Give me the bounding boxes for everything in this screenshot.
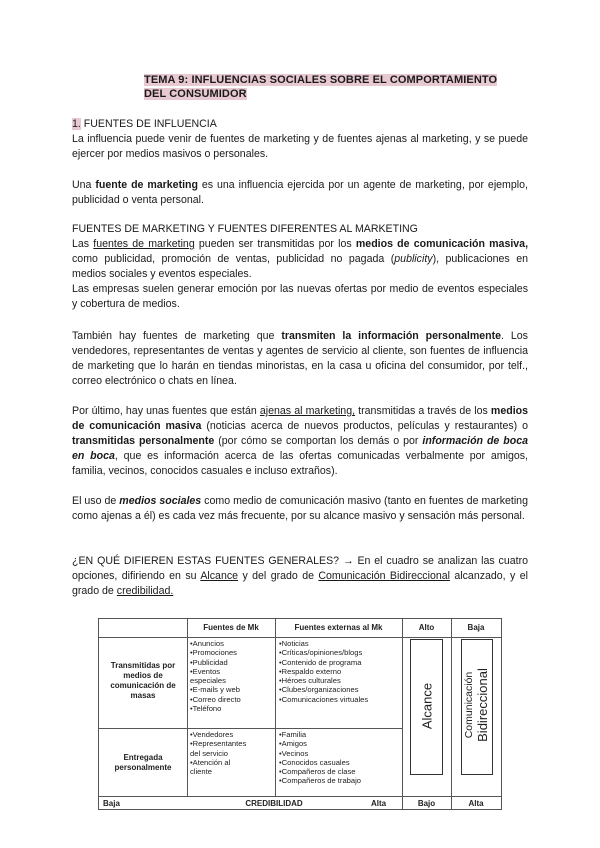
table-divider [99,796,501,797]
header-fuentes-externas: Fuentes externas al Mk [294,623,383,632]
text: como publicidad, promoción de ventas, publicidad no pagada ( [72,253,395,265]
list-item: •Clubes/organizaciones [279,685,359,695]
paragraph-6 [72,494,528,524]
list-item: •Vendedores [190,730,234,739]
header-alto: Alto [418,623,435,632]
bold-term: transmiten la información personalmente [281,330,502,342]
list-item: •Amigos [279,739,307,749]
list-item: especiales [190,676,226,686]
bolditalic-term: medios sociales [119,495,202,507]
list-item: •Compañeros de clase [279,767,356,777]
list-item: •Contenido de programa [279,657,362,667]
alcance-scale [410,639,443,775]
sources-table [98,618,502,810]
footer-alta: Alta [371,799,387,808]
list-item: •Respaldo externo [279,666,342,676]
text: Las [72,238,94,250]
list-item: del servicio [190,748,228,758]
text: Una [72,179,96,191]
row-label-personal: Entregada personalmente [114,753,172,772]
table-divider [451,619,452,809]
footer-alta-2: Alta [468,799,484,808]
header-fuentes-mk: Fuentes de Mk [203,623,259,632]
list-item: •Conocidos casuales [279,757,350,767]
italic-term: publicity [394,253,433,265]
list-item: •Eventos [190,666,221,676]
list-mk-personal [190,730,274,776]
text: También hay fuentes de marketing que [72,330,282,342]
list-item: •Noticias [279,639,309,648]
footer-bajo: Bajo [417,799,436,808]
title-line-1: TEMA 9: INFLUENCIAS SOCIALES SOBRE EL COMPORTAMIENTO [144,74,498,86]
document-title [144,73,504,101]
underlined-term: credibilidad. [116,585,174,597]
list-item: •Vecinos [279,748,309,758]
paragraph-2 [72,178,528,208]
list-item: •Publicidad [190,657,228,667]
underlined-term: ajenas al marketing, [259,405,356,417]
bidireccional-label [463,649,493,761]
bidir-line-1: Comunicación [463,671,475,739]
text: , que es información acerca de las ofertas comunicadas verbalmente por amigos, familia, vecinos, conocidos casuales e incluso extraños). [72,450,528,477]
section-heading-text: FUENTES DE INFLUENCIA [80,118,217,130]
text: alcanzado, y el grado de [72,570,528,597]
bold-term: medios de comunicación masiva, [355,238,529,250]
table-divider [275,619,276,797]
text: El uso de [72,495,120,507]
paragraph-1: La influencia puede venir de fuentes de marketing y de fuentes ajenas al marketing, y se puede ejercer por medios masivos o personales. [72,133,528,160]
underlined-term: fuentes de marketing [93,238,195,250]
title-line-2: DEL CONSUMIDOR [144,88,247,100]
text: ), publicaciones en medios sociales y eventos especiales. [72,253,528,280]
underlined-term: Comunicación Bidireccional [318,570,450,582]
text: (noticias acerca de nuevos productos, películas y restaurantes) o [201,420,528,432]
text: ¿EN QUÉ DIFIEREN ESTAS FUENTES GENERALES? → En el cuadro se analizan las cuatro opciones, difiriendo en su [72,555,528,582]
bold-term: transmitidas personalmente [72,435,215,447]
list-item: •E-mails y web [190,685,240,695]
section-1 [72,117,528,162]
paragraph-4 [72,329,528,389]
list-item: •Héroes culturales [279,676,341,686]
text: como medio de comunicación masivo (tanto en fuentes de marketing como ajenas a él) es cada vez más frecuente, por su alcance masivo y sensación más personal. [72,495,528,522]
alcance-label: Alcance [419,682,435,730]
table-divider [187,619,188,797]
text: pueden ser transmitidas por los [194,238,356,250]
header-baja: Baja [467,623,485,632]
section-number: 1. [72,118,81,130]
underlined-term: Alcance [200,570,239,582]
bidir-line-2: Bidireccional [475,668,490,742]
list-item: •Anuncios [190,639,224,648]
paragraph-3b: Las empresas suelen generar emoción por las nuevas ofertas por medio de eventos especiales y cobertura de medios. [72,283,528,310]
list-item: •Comunicaciones virtuales [279,694,369,704]
table-divider [99,728,402,729]
list-mk-masas [190,639,274,713]
bidireccional-scale [461,639,493,775]
paragraph-7 [72,554,528,599]
list-item: •Críticas/opiniones/blogs [279,648,363,658]
table-divider [99,637,501,638]
subheading: FUENTES DE MARKETING Y FUENTES DIFERENTES AL MARKETING [72,223,418,235]
list-ext-personal [279,730,401,786]
row-label-masas: Transmitidas por medios de comunicación de masas [110,661,176,700]
text: y del grado de [238,570,319,582]
list-ext-masas [279,639,401,704]
list-item: •Familia [279,730,307,739]
list-item: •Representantes [190,739,247,749]
list-item: •Compañeros de trabajo [279,776,362,786]
list-item: •Teléfono [190,704,222,714]
list-item: •Correo directo [190,694,241,704]
table-divider [402,619,403,809]
paragraph-5 [72,404,528,479]
footer-baja: Baja [103,799,120,808]
bolditalic-term: información de boca en boca [72,435,529,462]
text: es una influencia ejercida por un agente de marketing, por ejemplo, publicidad o venta personal. [72,179,528,206]
section-heading [72,117,528,132]
list-item: •Promociones [190,648,237,658]
text: . Los vendedores, representantes de ventas y agentes de servicio al cliente, son fuentes de influencia de marketing que lo harán en tiendas minoristas, en la casa u oficina del consumidor, por telf., correo electrónico o chats en línea. [72,330,528,387]
list-item: •Atención al [190,757,231,767]
footer-credibilidad: CREDIBILIDAD [245,799,303,808]
list-item: cliente [190,767,212,777]
text: Por último, hay unas fuentes que están [72,405,260,417]
text: (por cómo se comportan los demás o por [214,435,423,447]
bold-term: fuente de marketing [95,179,198,191]
bold-term: medios de comunicación masiva [72,405,528,432]
text: transmitidas a través de los [355,405,491,417]
paragraph-3 [72,222,528,312]
